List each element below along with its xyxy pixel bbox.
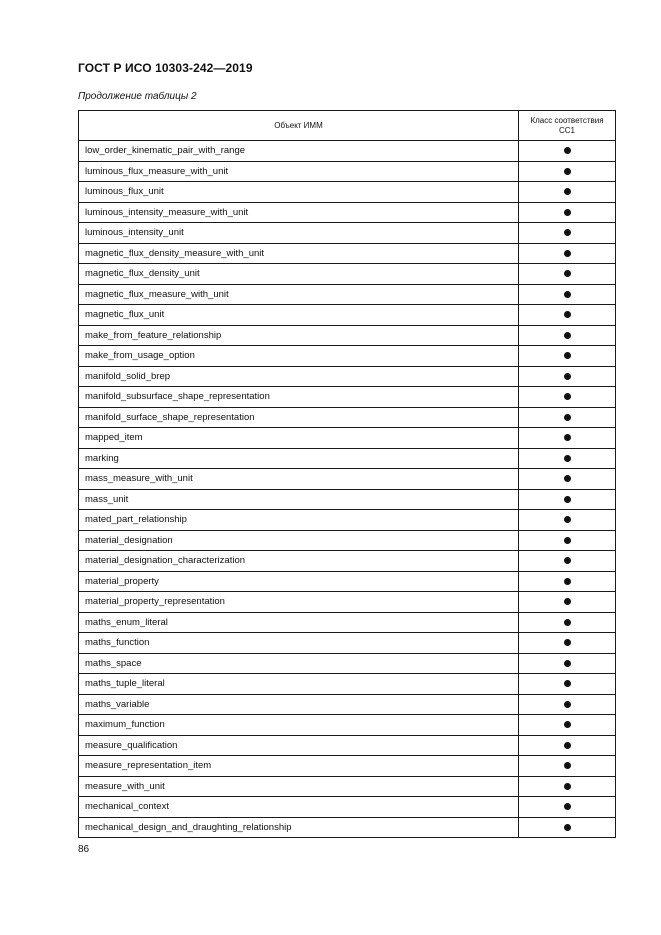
filled-circle-icon — [564, 209, 571, 216]
filled-circle-icon — [564, 496, 571, 503]
column-header-class — [519, 111, 616, 141]
entity-name-cell: mated_part_relationship — [79, 510, 519, 531]
filled-circle-icon — [564, 721, 571, 728]
entity-name-cell: mechanical_context — [79, 797, 519, 818]
entity-name-cell: luminous_flux_measure_with_unit — [79, 161, 519, 182]
conformance-table — [78, 110, 616, 838]
column-header-object: Объект ИММ — [79, 111, 519, 141]
entity-name-cell: measure_with_unit — [79, 776, 519, 797]
entity-name-cell: measure_representation_item — [79, 756, 519, 777]
conformance-mark-cell — [519, 223, 616, 244]
table-row — [79, 428, 616, 449]
filled-circle-icon — [564, 291, 571, 298]
filled-circle-icon — [564, 168, 571, 175]
filled-circle-icon — [564, 188, 571, 195]
filled-circle-icon — [564, 414, 571, 421]
entity-name-cell: mass_unit — [79, 489, 519, 510]
table-row — [79, 674, 616, 695]
table-row — [79, 141, 616, 162]
entity-name-cell: maths_function — [79, 633, 519, 654]
filled-circle-icon — [564, 578, 571, 585]
entity-name-cell: low_order_kinematic_pair_with_range — [79, 141, 519, 162]
entity-name-cell: mass_measure_with_unit — [79, 469, 519, 490]
conformance-mark-cell — [519, 797, 616, 818]
conformance-mark-cell — [519, 776, 616, 797]
conformance-mark-cell — [519, 694, 616, 715]
filled-circle-icon — [564, 557, 571, 564]
conformance-mark-cell — [519, 264, 616, 285]
conformance-mark-cell — [519, 448, 616, 469]
conformance-mark-cell — [519, 715, 616, 736]
entity-name-cell: magnetic_flux_density_unit — [79, 264, 519, 285]
conformance-mark-cell — [519, 674, 616, 695]
conformance-mark-cell — [519, 387, 616, 408]
table-row — [79, 612, 616, 633]
column-header-class-line1: Класс соответствия — [530, 115, 604, 125]
entity-name-cell: mapped_item — [79, 428, 519, 449]
filled-circle-icon — [564, 762, 571, 769]
table-row — [79, 735, 616, 756]
filled-circle-icon — [564, 824, 571, 831]
conformance-mark-cell — [519, 612, 616, 633]
table-body — [79, 141, 616, 838]
entity-name-cell: make_from_usage_option — [79, 346, 519, 367]
entity-name-cell: manifold_solid_brep — [79, 366, 519, 387]
entity-name-cell: luminous_intensity_unit — [79, 223, 519, 244]
conformance-mark-cell — [519, 510, 616, 531]
conformance-mark-cell — [519, 161, 616, 182]
table-row — [79, 694, 616, 715]
table-row — [79, 284, 616, 305]
filled-circle-icon — [564, 455, 571, 462]
conformance-mark-cell — [519, 366, 616, 387]
conformance-mark-cell — [519, 817, 616, 838]
filled-circle-icon — [564, 701, 571, 708]
filled-circle-icon — [564, 537, 571, 544]
table-row — [79, 551, 616, 572]
conformance-mark-cell — [519, 407, 616, 428]
table-row — [79, 243, 616, 264]
table-row — [79, 571, 616, 592]
entity-name-cell: material_property_representation — [79, 592, 519, 613]
table-row — [79, 202, 616, 223]
conformance-mark-cell — [519, 141, 616, 162]
conformance-mark-cell — [519, 756, 616, 777]
table-row — [79, 182, 616, 203]
conformance-mark-cell — [519, 551, 616, 572]
table-row — [79, 346, 616, 367]
entity-name-cell: maths_variable — [79, 694, 519, 715]
table-row — [79, 776, 616, 797]
conformance-mark-cell — [519, 530, 616, 551]
filled-circle-icon — [564, 352, 571, 359]
entity-name-cell: magnetic_flux_measure_with_unit — [79, 284, 519, 305]
filled-circle-icon — [564, 783, 571, 790]
filled-circle-icon — [564, 619, 571, 626]
conformance-mark-cell — [519, 202, 616, 223]
table-row — [79, 264, 616, 285]
filled-circle-icon — [564, 475, 571, 482]
filled-circle-icon — [564, 332, 571, 339]
table-row — [79, 510, 616, 531]
filled-circle-icon — [564, 742, 571, 749]
conformance-mark-cell — [519, 325, 616, 346]
table-row — [79, 592, 616, 613]
table-row — [79, 366, 616, 387]
conformance-mark-cell — [519, 305, 616, 326]
conformance-mark-cell — [519, 489, 616, 510]
entity-name-cell: measure_qualification — [79, 735, 519, 756]
table-row — [79, 797, 616, 818]
conformance-mark-cell — [519, 182, 616, 203]
page-number: 86 — [78, 844, 90, 855]
entity-name-cell: make_from_feature_relationship — [79, 325, 519, 346]
conformance-mark-cell — [519, 735, 616, 756]
conformance-mark-cell — [519, 592, 616, 613]
filled-circle-icon — [564, 639, 571, 646]
conformance-mark-cell — [519, 428, 616, 449]
table-row — [79, 161, 616, 182]
entity-name-cell: material_designation_characterization — [79, 551, 519, 572]
conformance-mark-cell — [519, 633, 616, 654]
filled-circle-icon — [564, 516, 571, 523]
table-header-row — [79, 111, 616, 141]
entity-name-cell: material_designation — [79, 530, 519, 551]
filled-circle-icon — [564, 270, 571, 277]
filled-circle-icon — [564, 311, 571, 318]
filled-circle-icon — [564, 393, 571, 400]
table-row — [79, 489, 616, 510]
table-row — [79, 530, 616, 551]
entity-name-cell: magnetic_flux_density_measure_with_unit — [79, 243, 519, 264]
conformance-mark-cell — [519, 243, 616, 264]
column-header-class-line2: СС1 — [558, 125, 575, 135]
entity-name-cell: maximum_function — [79, 715, 519, 736]
table-row — [79, 325, 616, 346]
filled-circle-icon — [564, 434, 571, 441]
table-row — [79, 817, 616, 838]
table-caption: Продолжение таблицы 2 — [78, 91, 197, 102]
entity-name-cell: maths_tuple_literal — [79, 674, 519, 695]
entity-name-cell: material_property — [79, 571, 519, 592]
table-row — [79, 305, 616, 326]
conformance-mark-cell — [519, 346, 616, 367]
entity-name-cell: luminous_intensity_measure_with_unit — [79, 202, 519, 223]
table-row — [79, 387, 616, 408]
conformance-mark-cell — [519, 653, 616, 674]
table-row — [79, 448, 616, 469]
conformance-mark-cell — [519, 571, 616, 592]
table-row — [79, 756, 616, 777]
conformance-mark-cell — [519, 284, 616, 305]
filled-circle-icon — [564, 803, 571, 810]
filled-circle-icon — [564, 147, 571, 154]
table-row — [79, 223, 616, 244]
entity-name-cell: maths_enum_literal — [79, 612, 519, 633]
table-row — [79, 633, 616, 654]
filled-circle-icon — [564, 250, 571, 257]
filled-circle-icon — [564, 229, 571, 236]
entity-name-cell: maths_space — [79, 653, 519, 674]
entity-name-cell: magnetic_flux_unit — [79, 305, 519, 326]
filled-circle-icon — [564, 598, 571, 605]
entity-name-cell: marking — [79, 448, 519, 469]
filled-circle-icon — [564, 373, 571, 380]
table-row — [79, 469, 616, 490]
entity-name-cell: luminous_flux_unit — [79, 182, 519, 203]
filled-circle-icon — [564, 660, 571, 667]
entity-name-cell: mechanical_design_and_draughting_relationship — [79, 817, 519, 838]
conformance-mark-cell — [519, 469, 616, 490]
entity-name-cell: manifold_surface_shape_representation — [79, 407, 519, 428]
entity-name-cell: manifold_subsurface_shape_representation — [79, 387, 519, 408]
filled-circle-icon — [564, 680, 571, 687]
document-header: ГОСТ Р ИСО 10303-242—2019 — [78, 61, 253, 75]
table-row — [79, 715, 616, 736]
table-row — [79, 407, 616, 428]
table-row — [79, 653, 616, 674]
